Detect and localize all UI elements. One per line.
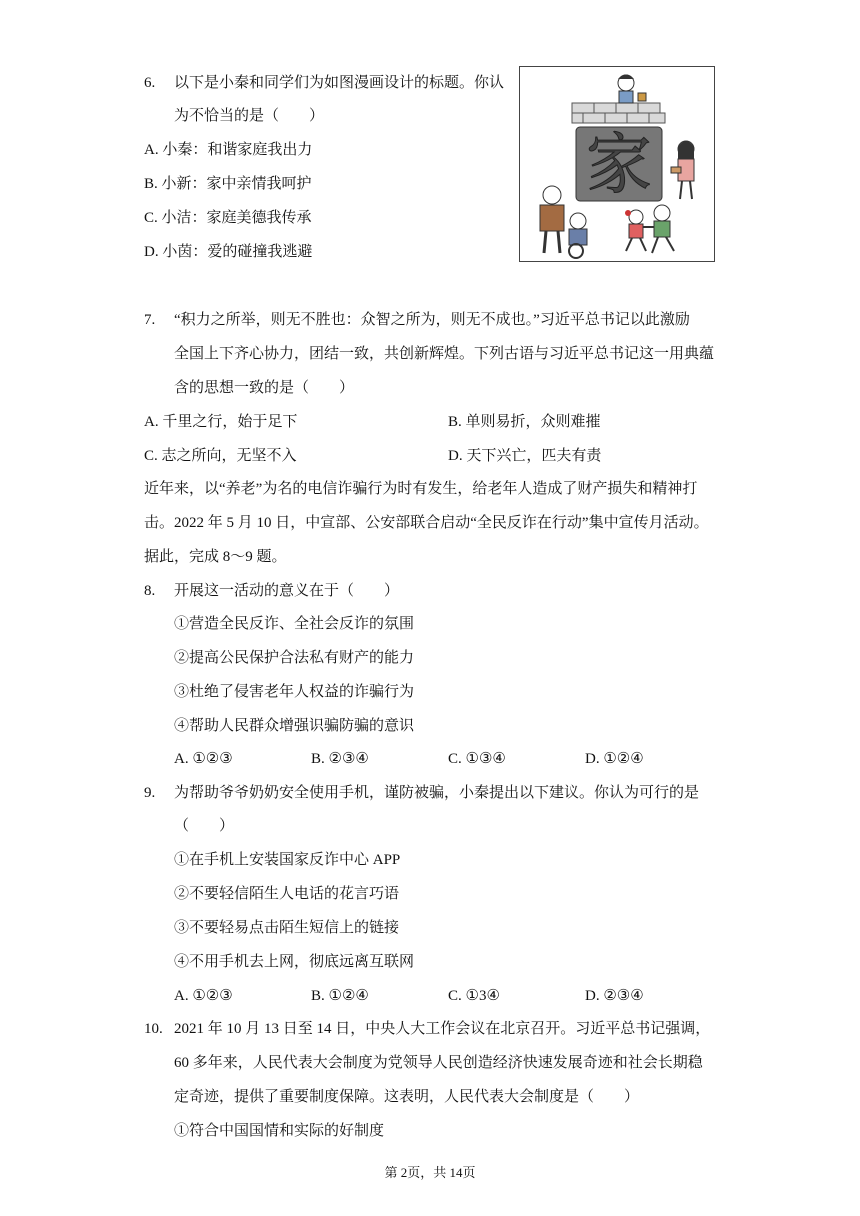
option-letter: D. — [448, 448, 463, 464]
option-text: 小秦：和谐家庭我出力 — [162, 142, 313, 158]
q6-option-a[interactable] — [144, 140, 312, 160]
q8-option-b[interactable] — [311, 749, 369, 769]
option-text: ①3④ — [465, 988, 500, 1004]
q6-option-b[interactable] — [144, 174, 312, 194]
q10-item-1: ①符合中国国情和实际的好制度 — [174, 1123, 385, 1139]
q8-item-2: ②提高公民保护合法私有财产的能力 — [174, 650, 415, 666]
q9-item-1: ①在手机上安装国家反诈中心 APP — [174, 852, 401, 868]
q7-number: 7. — [144, 312, 156, 328]
option-text: ①②④ — [328, 988, 369, 1004]
option-letter: D. — [585, 988, 600, 1004]
option-letter: A. — [144, 414, 159, 430]
q6-stem-line2: 为不恰当的是（ ） — [174, 108, 325, 124]
q8-stem: 开展这一活动的意义在于（ ） — [174, 583, 400, 599]
option-text: 小新：家中亲情我呵护 — [161, 176, 312, 192]
family-cartoon-illustration — [520, 67, 714, 261]
q6-stem-line1: 以下是小秦和同学们为如图漫画设计的标题。你认 — [174, 75, 505, 91]
option-letter: A. — [174, 751, 189, 767]
option-letter: B. — [144, 176, 158, 192]
option-text: ②③④ — [603, 988, 644, 1004]
option-letter: A. — [144, 142, 159, 158]
q10-stem-line2: 60 多年来，人民代表大会制度为党领导人民创造经济快速发展奇迹和社会长期稳 — [174, 1055, 703, 1071]
option-letter: C. — [448, 751, 462, 767]
q7-option-c[interactable] — [144, 446, 297, 466]
option-text: ②③④ — [328, 751, 369, 767]
option-text: ①②③ — [192, 751, 233, 767]
q8-item-1: ①营造全民反诈、全社会反诈的氛围 — [174, 616, 415, 632]
option-letter: D. — [144, 244, 159, 260]
q9-option-b[interactable] — [311, 986, 369, 1006]
intro-line2: 击。2022 年 5 月 10 日，中宣部、公安部联合启动“全民反诈在行动”集中宣传月活动。 — [144, 515, 709, 531]
page-footer: 第 2页，共 14页 — [384, 1165, 476, 1180]
q8-item-4: ④帮助人民群众增强识骗防骗的意识 — [174, 718, 415, 734]
q9-option-c[interactable] — [448, 986, 500, 1006]
option-text: 小洁：家庭美德我传承 — [161, 210, 312, 226]
q8-option-d[interactable] — [585, 749, 644, 769]
option-letter: C. — [144, 210, 158, 226]
q6-option-c[interactable] — [144, 208, 312, 228]
option-letter: C. — [144, 448, 158, 464]
q7-stem-line3: 含的思想一致的是（ ） — [174, 380, 355, 396]
q10-stem-line3: 定奇迹，提供了重要制度保障。这表明，人民代表大会制度是（ ） — [174, 1089, 640, 1105]
q9-item-4: ④不用手机去上网，彻底远离互联网 — [174, 954, 415, 970]
q10-number: 10. — [144, 1021, 163, 1037]
option-text: ①②④ — [603, 751, 644, 767]
option-letter: A. — [174, 988, 189, 1004]
q8-option-c[interactable] — [448, 749, 506, 769]
q9-number: 9. — [144, 785, 156, 801]
q7-option-b[interactable] — [448, 412, 601, 432]
q9-option-d[interactable] — [585, 986, 644, 1006]
option-letter: C. — [448, 988, 462, 1004]
option-letter: B. — [311, 988, 325, 1004]
option-letter: B. — [448, 414, 462, 430]
option-text: 小茵：爱的碰撞我逃避 — [162, 244, 313, 260]
q8-option-a[interactable] — [174, 749, 233, 769]
option-text: 志之所向，无坚不入 — [161, 448, 297, 464]
intro-line3: 据此，完成 8～9 题。 — [144, 549, 287, 565]
q6-option-d[interactable] — [144, 242, 312, 262]
option-letter: B. — [311, 751, 325, 767]
q7-stem-line1: “积力之所举，则无不胜也：众智之所为，则无不成也。”习近平总书记以此激励 — [174, 312, 690, 328]
intro-line1: 近年来，以“养老”为名的电信诈骗行为时有发生，给老年人造成了财产损失和精神打 — [144, 481, 698, 497]
option-letter: D. — [585, 751, 600, 767]
option-text: ①②③ — [192, 988, 233, 1004]
q7-stem-line2: 全国上下齐心协力，团结一致，共创新辉煌。下列古语与习近平总书记这一用典蕴 — [174, 346, 715, 362]
q9-stem-line2: （ ） — [174, 818, 235, 834]
q7-option-a[interactable] — [144, 412, 297, 432]
q8-item-3: ③杜绝了侵害老年人权益的诈骗行为 — [174, 684, 415, 700]
q9-item-2: ②不要轻信陌生人电话的花言巧语 — [174, 886, 400, 902]
family-cartoon-image — [519, 66, 715, 262]
option-text: 天下兴亡，匹夫有责 — [466, 448, 602, 464]
option-text: 单则易折，众则难摧 — [465, 414, 601, 430]
jia-character: 家 — [586, 126, 652, 203]
q9-stem-line1: 为帮助爷爷奶奶安全使用手机，谨防被骗，小秦提出以下建议。你认为可行的是 — [174, 785, 700, 801]
q9-option-a[interactable] — [174, 986, 233, 1006]
q7-option-d[interactable] — [448, 446, 601, 466]
q9-item-3: ③不要轻易点击陌生短信上的链接 — [174, 920, 400, 936]
q10-stem-line1: 2021 年 10 月 13 日至 14 日，中央人大工作会议在北京召开。习近平总书记强调， — [174, 1021, 711, 1037]
option-text: ①③④ — [465, 751, 506, 767]
q8-number: 8. — [144, 583, 156, 599]
q6-number: 6. — [144, 75, 156, 91]
option-text: 千里之行，始于足下 — [162, 414, 298, 430]
